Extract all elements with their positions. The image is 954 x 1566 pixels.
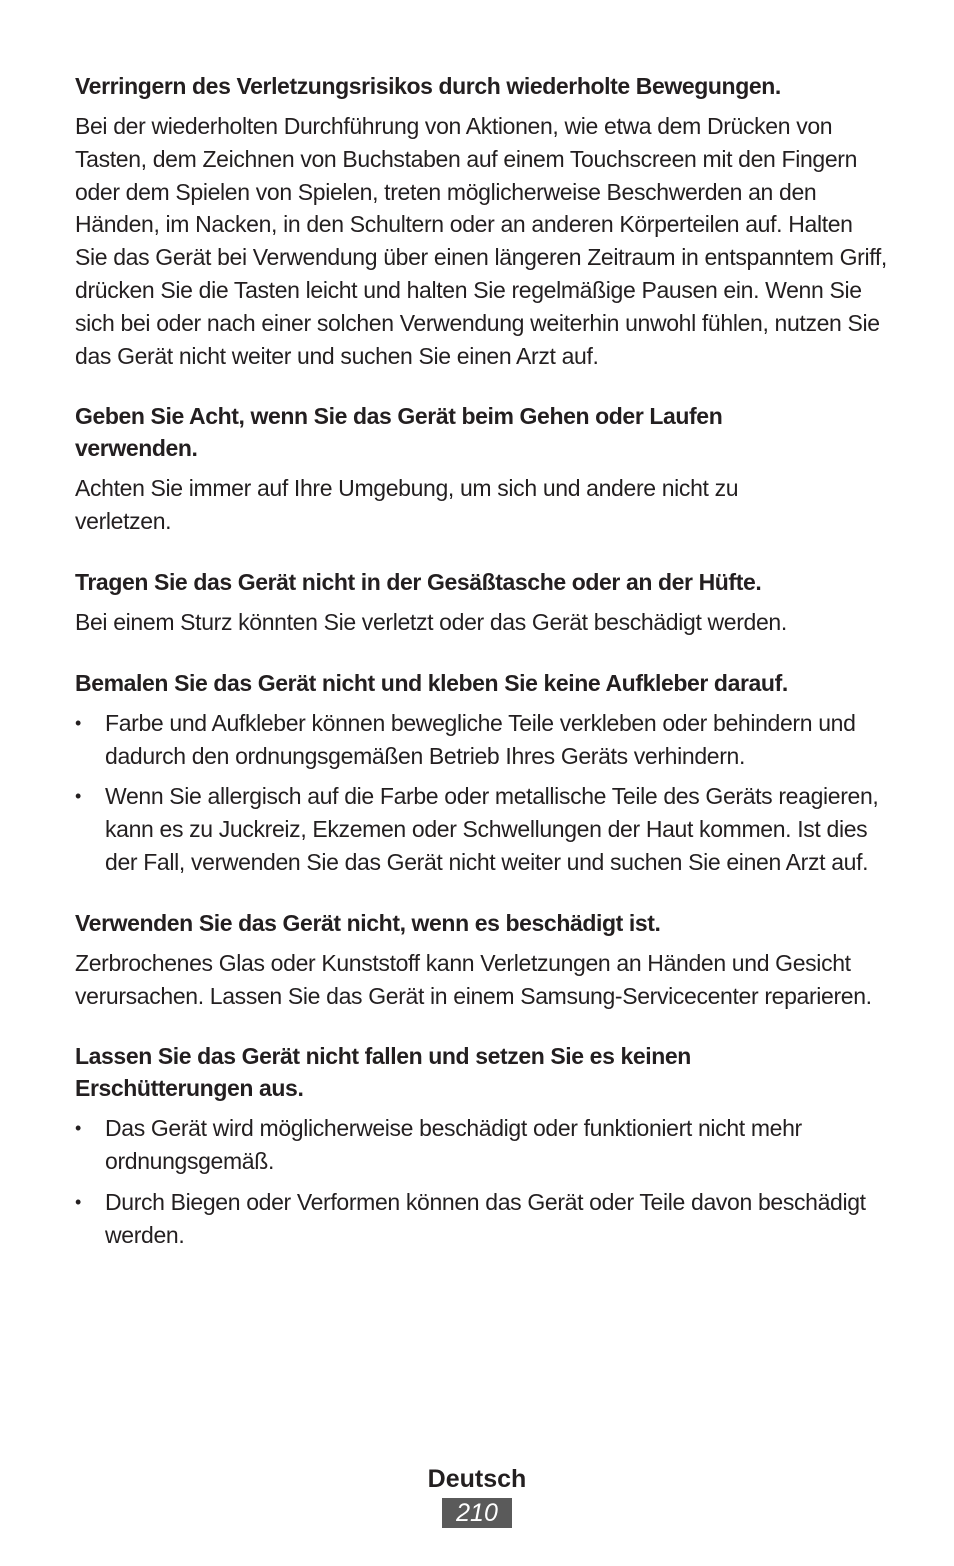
section-damaged-device [75,907,887,1013]
list-item [75,780,887,878]
page-footer [0,1462,954,1528]
list-item [75,1186,887,1252]
bullet-icon: • [75,1118,81,1139]
section-paragraph: Bei der wiederholten Durchführung von Aktionen, wie etwa dem Drücken von Tasten, dem Zeichnen von Buchstaben auf einem Touchscreen mit den Fingern oder dem Spielen von Spielen, treten möglicherweise Beschwerden an den Händen, im Nacken, in den Schultern oder an anderen Körperteilen auf. Halten Sie das Gerät bei Verwendung über einen längeren Zeitraum in entspanntem Griff, drücken Sie die Tasten leicht und halten Sie regelmäßige Pausen ein. Wenn Sie sich bei oder nach einer solchen Verwendung weiterhin unwohl fühlen, nutzen Sie das Gerät nicht weiter und suchen Sie einen Arzt auf. [75,113,887,369]
section-repetitive-motion [75,70,887,372]
section-drop-shock [75,1040,887,1251]
bullet-icon: • [75,712,81,733]
list-item-text: Farbe und Aufkleber können bewegliche Teile verkleben oder behindern und dadurch den ordnungsgemäßen Betrieb Ihres Geräts verhindern. [105,709,856,769]
section-heading: Bemalen Sie das Gerät nicht und kleben Sie keine Aufkleber darauf. [75,669,788,696]
section-heading: Verringern des Verletzungsrisikos durch wiederholte Bewegungen. [75,73,781,99]
list-item-text: Wenn Sie allergisch auf die Farbe oder metallische Teile des Geräts reagieren, kann es zu Juckreiz, Ekzemen oder Schwellungen der Haut kommen. Ist dies der Fall, verwenden Sie das Gerät nicht weiter und suchen Sie einen Arzt auf. [105,783,879,875]
section-paragraph: Zerbrochenes Glas oder Kunststoff kann Verletzungen an Händen und Gesicht verursachen. Lassen Sie das Gerät in einem Samsung-Servicecenter reparieren. [75,949,872,1009]
section-heading: Geben Sie Acht, wenn Sie das Gerät beim Gehen oder Laufen verwenden. [75,403,723,462]
section-paragraph: Achten Sie immer auf Ihre Umgebung, um sich und andere nicht zu verletzen. [75,475,739,535]
bullet-list [75,707,887,879]
document-body [75,70,887,1280]
list-item [75,1112,887,1178]
bullet-icon: • [75,1191,81,1212]
section-paint-stickers [75,667,887,879]
bullet-icon: • [75,786,81,807]
section-heading: Lassen Sie das Gerät nicht fallen und setzen Sie es keinen Erschütterungen aus. [75,1043,691,1102]
section-back-pocket [75,566,887,639]
list-item-text: Durch Biegen oder Verformen können das Gerät oder Teile davon beschädigt werden. [105,1188,866,1248]
section-heading: Tragen Sie das Gerät nicht in der Gesäßtasche oder an der Hüfte. [75,568,762,595]
list-item [75,707,887,773]
section-paragraph: Bei einem Sturz könnten Sie verletzt oder das Gerät beschädigt werden. [75,608,787,635]
footer-language-label: Deutsch [427,1465,527,1493]
section-heading: Verwenden Sie das Gerät nicht, wenn es beschädigt ist. [75,909,661,936]
bullet-list [75,1112,887,1251]
page-number: 210 [442,1498,512,1528]
section-walking-running [75,400,887,538]
list-item-text: Das Gerät wird möglicherweise beschädigt oder funktioniert nicht mehr ordnungsgemäß. [105,1115,802,1175]
